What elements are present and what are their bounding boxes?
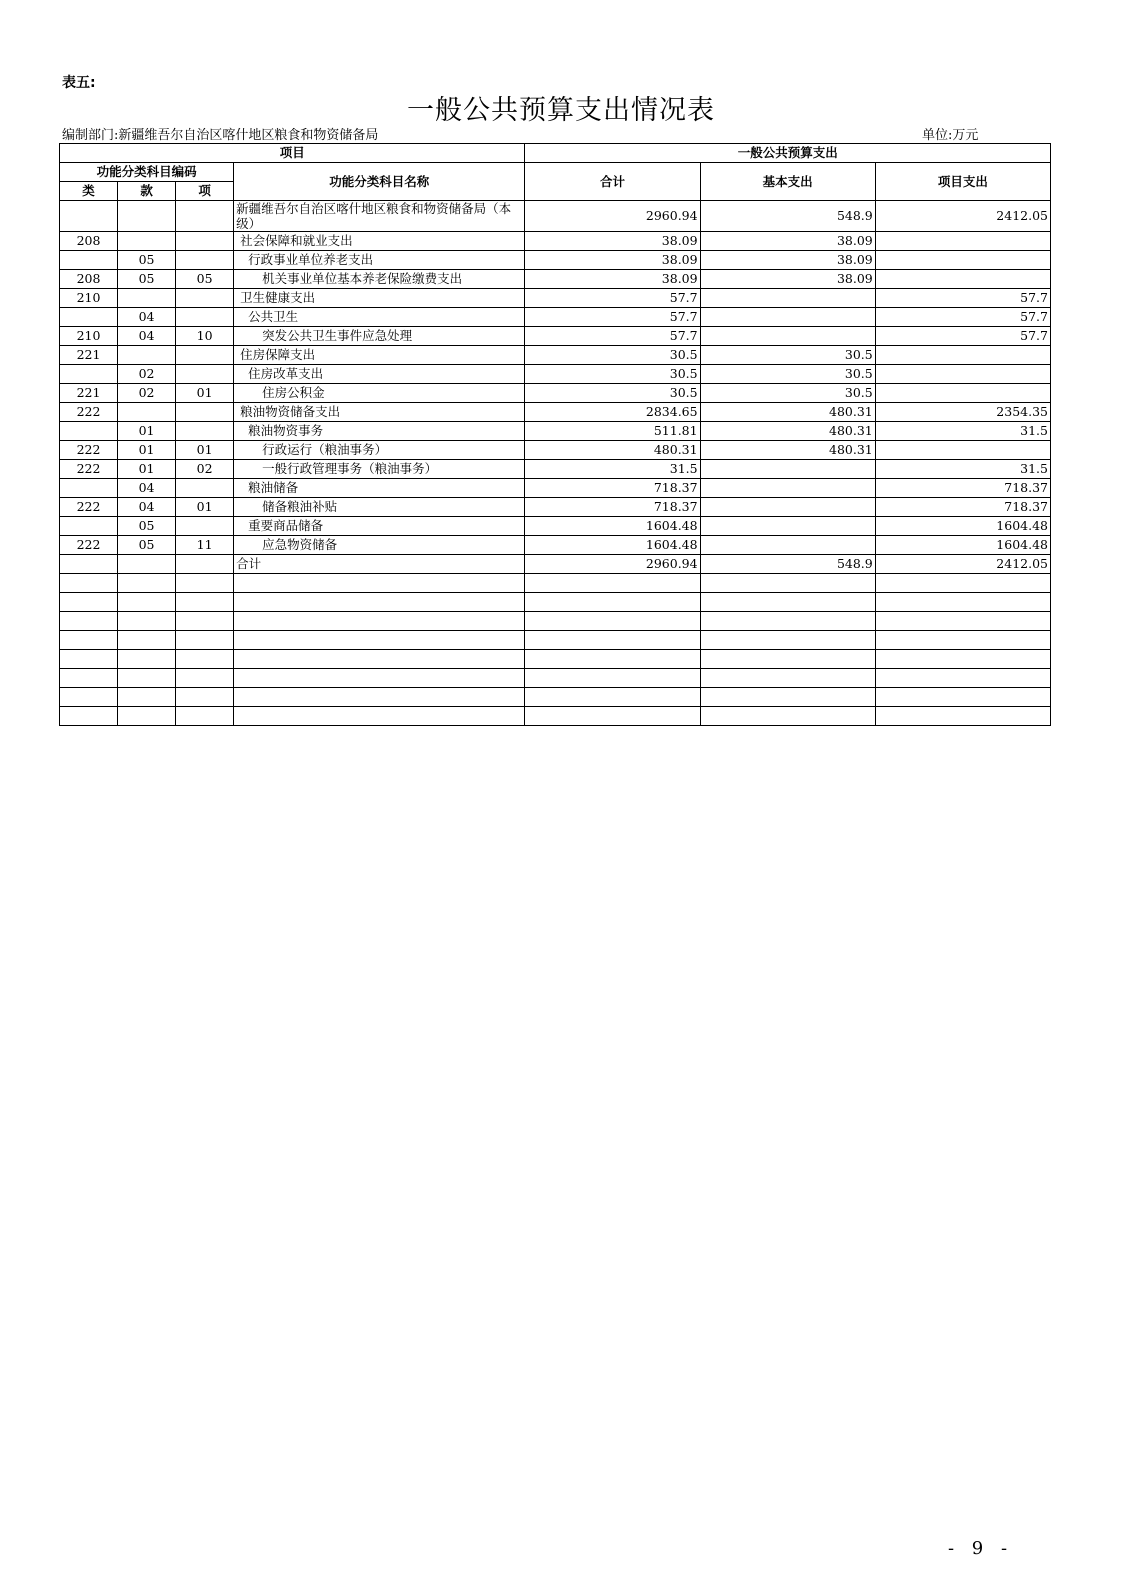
empty-cell bbox=[700, 612, 875, 631]
empty-cell bbox=[234, 707, 525, 726]
cell-total: 2960.94 bbox=[525, 201, 700, 232]
empty-cell bbox=[700, 650, 875, 669]
cell-kuan: 04 bbox=[118, 327, 176, 346]
empty-row bbox=[60, 650, 1051, 669]
empty-cell bbox=[176, 669, 234, 688]
empty-cell bbox=[875, 574, 1050, 593]
empty-cell bbox=[525, 593, 700, 612]
cell-xiang bbox=[176, 251, 234, 270]
empty-cell bbox=[176, 688, 234, 707]
cell-kuan bbox=[118, 403, 176, 422]
cell-name: 一般行政管理事务（粮油事务） bbox=[234, 460, 525, 479]
cell-total: 480.31 bbox=[525, 441, 700, 460]
cell-kuan: 05 bbox=[118, 270, 176, 289]
cell-name: 新疆维吾尔自治区喀什地区粮食和物资储备局（本级） bbox=[234, 201, 525, 232]
cell-name: 储备粮油补贴 bbox=[234, 498, 525, 517]
cell-total: 511.81 bbox=[525, 422, 700, 441]
table-body bbox=[60, 201, 1051, 726]
cell-lei: 222 bbox=[60, 441, 118, 460]
header-gp-budget: 一般公共预算支出 bbox=[525, 144, 1051, 163]
page-number: - 9 - bbox=[948, 1538, 1014, 1559]
empty-cell bbox=[118, 574, 176, 593]
empty-cell bbox=[60, 612, 118, 631]
cell-basic: 38.09 bbox=[700, 270, 875, 289]
cell-project bbox=[875, 270, 1050, 289]
cell-total: 2834.65 bbox=[525, 403, 700, 422]
cell-kuan bbox=[118, 289, 176, 308]
empty-cell bbox=[176, 650, 234, 669]
cell-project: 57.7 bbox=[875, 327, 1050, 346]
table-row bbox=[60, 441, 1051, 460]
empty-cell bbox=[700, 574, 875, 593]
empty-cell bbox=[875, 688, 1050, 707]
cell-kuan: 05 bbox=[118, 517, 176, 536]
cell-basic bbox=[700, 460, 875, 479]
table-row bbox=[60, 479, 1051, 498]
cell-lei: 210 bbox=[60, 327, 118, 346]
empty-cell bbox=[60, 631, 118, 650]
empty-row bbox=[60, 612, 1051, 631]
cell-total: 2960.94 bbox=[525, 555, 700, 574]
cell-xiang bbox=[176, 403, 234, 422]
empty-cell bbox=[60, 707, 118, 726]
empty-cell bbox=[525, 688, 700, 707]
cell-kuan bbox=[118, 232, 176, 251]
table-row bbox=[60, 327, 1051, 346]
empty-cell bbox=[875, 707, 1050, 726]
empty-cell bbox=[525, 669, 700, 688]
cell-basic bbox=[700, 498, 875, 517]
empty-cell bbox=[234, 593, 525, 612]
cell-xiang bbox=[176, 346, 234, 365]
cell-total: 30.5 bbox=[525, 365, 700, 384]
empty-row bbox=[60, 688, 1051, 707]
empty-cell bbox=[525, 574, 700, 593]
cell-name: 应急物资储备 bbox=[234, 536, 525, 555]
header-kuan: 款 bbox=[118, 182, 176, 201]
empty-cell bbox=[234, 650, 525, 669]
empty-cell bbox=[875, 593, 1050, 612]
cell-project: 31.5 bbox=[875, 460, 1050, 479]
empty-cell bbox=[700, 707, 875, 726]
empty-cell bbox=[176, 631, 234, 650]
cell-project: 57.7 bbox=[875, 308, 1050, 327]
empty-cell bbox=[234, 612, 525, 631]
empty-cell bbox=[176, 707, 234, 726]
empty-row bbox=[60, 707, 1051, 726]
empty-cell bbox=[60, 650, 118, 669]
cell-xiang bbox=[176, 308, 234, 327]
empty-cell bbox=[176, 593, 234, 612]
table-row bbox=[60, 384, 1051, 403]
cell-basic: 38.09 bbox=[700, 251, 875, 270]
empty-cell bbox=[234, 688, 525, 707]
cell-lei: 208 bbox=[60, 232, 118, 251]
cell-project bbox=[875, 251, 1050, 270]
table-row bbox=[60, 346, 1051, 365]
cell-total: 718.37 bbox=[525, 498, 700, 517]
cell-name: 住房保障支出 bbox=[234, 346, 525, 365]
compiling-department: 编制部门:新疆维吾尔自治区喀什地区粮食和物资储备局 bbox=[62, 128, 379, 143]
cell-kuan bbox=[118, 555, 176, 574]
cell-total: 57.7 bbox=[525, 327, 700, 346]
cell-name: 合计 bbox=[234, 555, 525, 574]
table-row bbox=[60, 422, 1051, 441]
cell-name: 粮油物资事务 bbox=[234, 422, 525, 441]
empty-cell bbox=[700, 669, 875, 688]
cell-total: 38.09 bbox=[525, 232, 700, 251]
cell-project bbox=[875, 365, 1050, 384]
cell-basic: 480.31 bbox=[700, 403, 875, 422]
cell-project: 1604.48 bbox=[875, 517, 1050, 536]
empty-row bbox=[60, 669, 1051, 688]
cell-kuan: 04 bbox=[118, 308, 176, 327]
cell-kuan: 02 bbox=[118, 365, 176, 384]
empty-cell bbox=[875, 631, 1050, 650]
cell-total: 38.09 bbox=[525, 251, 700, 270]
cell-name: 行政事业单位养老支出 bbox=[234, 251, 525, 270]
cell-xiang: 01 bbox=[176, 498, 234, 517]
empty-cell bbox=[118, 669, 176, 688]
cell-kuan: 01 bbox=[118, 441, 176, 460]
cell-xiang bbox=[176, 201, 234, 232]
empty-cell bbox=[525, 650, 700, 669]
cell-project bbox=[875, 384, 1050, 403]
cell-project: 2412.05 bbox=[875, 201, 1050, 232]
cell-kuan bbox=[118, 201, 176, 232]
empty-cell bbox=[118, 612, 176, 631]
cell-lei: 222 bbox=[60, 498, 118, 517]
cell-project: 2412.05 bbox=[875, 555, 1050, 574]
cell-project: 31.5 bbox=[875, 422, 1050, 441]
cell-xiang: 02 bbox=[176, 460, 234, 479]
cell-xiang: 10 bbox=[176, 327, 234, 346]
cell-lei: 222 bbox=[60, 536, 118, 555]
cell-basic: 480.31 bbox=[700, 441, 875, 460]
cell-kuan: 01 bbox=[118, 422, 176, 441]
cell-basic bbox=[700, 536, 875, 555]
cell-name: 公共卫生 bbox=[234, 308, 525, 327]
cell-total: 30.5 bbox=[525, 384, 700, 403]
table-row bbox=[60, 536, 1051, 555]
cell-lei: 222 bbox=[60, 460, 118, 479]
table-label: 表五: bbox=[62, 75, 96, 91]
empty-cell bbox=[525, 612, 700, 631]
cell-basic: 480.31 bbox=[700, 422, 875, 441]
cell-xiang: 01 bbox=[176, 441, 234, 460]
cell-total: 57.7 bbox=[525, 308, 700, 327]
cell-basic: 548.9 bbox=[700, 201, 875, 232]
cell-name: 粮油储备 bbox=[234, 479, 525, 498]
empty-cell bbox=[875, 612, 1050, 631]
cell-name: 重要商品储备 bbox=[234, 517, 525, 536]
cell-basic bbox=[700, 308, 875, 327]
table-row bbox=[60, 460, 1051, 479]
cell-basic bbox=[700, 479, 875, 498]
cell-name: 住房公积金 bbox=[234, 384, 525, 403]
empty-cell bbox=[700, 688, 875, 707]
cell-name: 住房改革支出 bbox=[234, 365, 525, 384]
empty-cell bbox=[176, 612, 234, 631]
empty-cell bbox=[234, 631, 525, 650]
table-row bbox=[60, 289, 1051, 308]
cell-total: 30.5 bbox=[525, 346, 700, 365]
table-row bbox=[60, 403, 1051, 422]
table-row bbox=[60, 517, 1051, 536]
cell-lei: 208 bbox=[60, 270, 118, 289]
cell-project: 57.7 bbox=[875, 289, 1050, 308]
header-func-code: 功能分类科目编码 bbox=[60, 163, 234, 182]
empty-cell bbox=[118, 707, 176, 726]
cell-name: 行政运行（粮油事务） bbox=[234, 441, 525, 460]
cell-kuan bbox=[118, 346, 176, 365]
cell-basic bbox=[700, 289, 875, 308]
cell-project bbox=[875, 346, 1050, 365]
cell-basic: 30.5 bbox=[700, 346, 875, 365]
table-row bbox=[60, 232, 1051, 251]
cell-kuan: 02 bbox=[118, 384, 176, 403]
header-func-name: 功能分类科目名称 bbox=[234, 163, 525, 201]
cell-xiang bbox=[176, 479, 234, 498]
cell-total: 718.37 bbox=[525, 479, 700, 498]
header-project: 项目支出 bbox=[875, 163, 1050, 201]
table-row bbox=[60, 308, 1051, 327]
cell-lei: 221 bbox=[60, 384, 118, 403]
empty-cell bbox=[60, 688, 118, 707]
cell-kuan: 01 bbox=[118, 460, 176, 479]
table-row bbox=[60, 201, 1051, 232]
cell-lei bbox=[60, 251, 118, 270]
empty-cell bbox=[176, 574, 234, 593]
header-xiang: 项 bbox=[176, 182, 234, 201]
cell-total: 1604.48 bbox=[525, 536, 700, 555]
header-lei: 类 bbox=[60, 182, 118, 201]
cell-total: 31.5 bbox=[525, 460, 700, 479]
cell-kuan: 05 bbox=[118, 251, 176, 270]
empty-cell bbox=[60, 593, 118, 612]
cell-total: 38.09 bbox=[525, 270, 700, 289]
cell-name: 卫生健康支出 bbox=[234, 289, 525, 308]
cell-total: 1604.48 bbox=[525, 517, 700, 536]
cell-basic bbox=[700, 327, 875, 346]
empty-cell bbox=[118, 650, 176, 669]
cell-name: 粮油物资储备支出 bbox=[234, 403, 525, 422]
cell-xiang bbox=[176, 365, 234, 384]
table-row bbox=[60, 270, 1051, 289]
cell-xiang: 05 bbox=[176, 270, 234, 289]
empty-cell bbox=[700, 631, 875, 650]
cell-total: 57.7 bbox=[525, 289, 700, 308]
cell-xiang bbox=[176, 422, 234, 441]
table-row bbox=[60, 498, 1051, 517]
cell-lei: 222 bbox=[60, 403, 118, 422]
cell-project: 718.37 bbox=[875, 479, 1050, 498]
budget-table bbox=[59, 143, 1051, 726]
cell-name: 机关事业单位基本养老保险缴费支出 bbox=[234, 270, 525, 289]
empty-cell bbox=[118, 631, 176, 650]
empty-cell bbox=[234, 574, 525, 593]
empty-cell bbox=[234, 669, 525, 688]
cell-basic bbox=[700, 517, 875, 536]
cell-xiang bbox=[176, 289, 234, 308]
cell-lei bbox=[60, 517, 118, 536]
cell-lei bbox=[60, 555, 118, 574]
cell-lei bbox=[60, 479, 118, 498]
cell-lei: 210 bbox=[60, 289, 118, 308]
table-row bbox=[60, 555, 1051, 574]
empty-cell bbox=[525, 707, 700, 726]
cell-basic: 30.5 bbox=[700, 384, 875, 403]
cell-basic: 548.9 bbox=[700, 555, 875, 574]
empty-cell bbox=[700, 593, 875, 612]
cell-basic: 30.5 bbox=[700, 365, 875, 384]
empty-cell bbox=[525, 631, 700, 650]
cell-project: 718.37 bbox=[875, 498, 1050, 517]
empty-cell bbox=[60, 669, 118, 688]
cell-lei bbox=[60, 422, 118, 441]
unit-label: 单位:万元 bbox=[922, 128, 979, 143]
cell-lei: 221 bbox=[60, 346, 118, 365]
empty-row bbox=[60, 593, 1051, 612]
empty-row bbox=[60, 574, 1051, 593]
cell-project: 1604.48 bbox=[875, 536, 1050, 555]
cell-xiang: 11 bbox=[176, 536, 234, 555]
cell-kuan: 04 bbox=[118, 479, 176, 498]
header-basic: 基本支出 bbox=[700, 163, 875, 201]
cell-xiang bbox=[176, 517, 234, 536]
cell-xiang: 01 bbox=[176, 384, 234, 403]
cell-project bbox=[875, 441, 1050, 460]
header-total: 合计 bbox=[525, 163, 700, 201]
table-row bbox=[60, 251, 1051, 270]
cell-kuan: 04 bbox=[118, 498, 176, 517]
empty-cell bbox=[118, 593, 176, 612]
header-item: 项目 bbox=[60, 144, 525, 163]
cell-kuan: 05 bbox=[118, 536, 176, 555]
cell-xiang bbox=[176, 555, 234, 574]
cell-lei bbox=[60, 201, 118, 232]
cell-xiang bbox=[176, 232, 234, 251]
cell-basic: 38.09 bbox=[700, 232, 875, 251]
empty-cell bbox=[60, 574, 118, 593]
table-row bbox=[60, 365, 1051, 384]
empty-cell bbox=[118, 688, 176, 707]
cell-lei bbox=[60, 308, 118, 327]
cell-name: 社会保障和就业支出 bbox=[234, 232, 525, 251]
empty-cell bbox=[875, 650, 1050, 669]
cell-lei bbox=[60, 365, 118, 384]
cell-project: 2354.35 bbox=[875, 403, 1050, 422]
cell-project bbox=[875, 232, 1050, 251]
cell-name: 突发公共卫生事件应急处理 bbox=[234, 327, 525, 346]
page-title: 一般公共预算支出情况表 bbox=[407, 95, 715, 126]
empty-cell bbox=[875, 669, 1050, 688]
empty-row bbox=[60, 631, 1051, 650]
